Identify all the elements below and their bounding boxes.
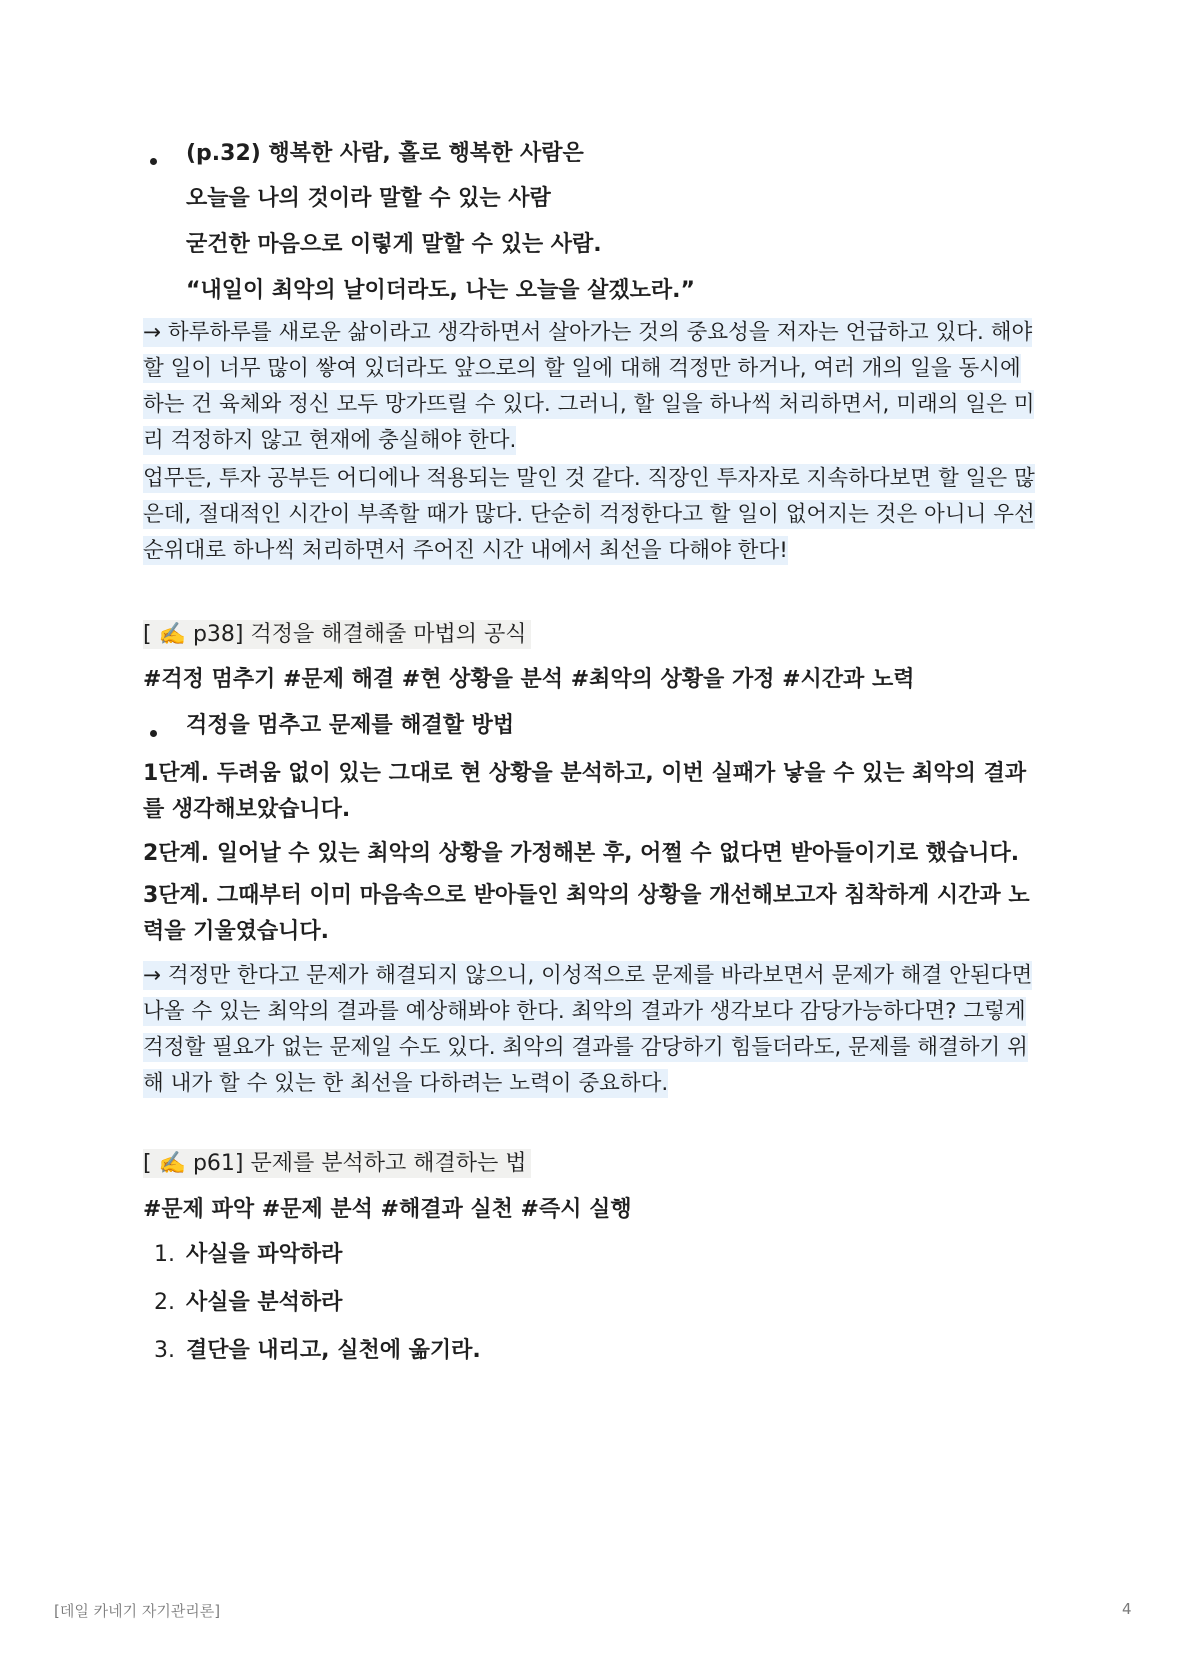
footer-document-title: [데일 카네기 자기관리론]: [54, 1602, 221, 1620]
highlighted-text: → 걱정만 한다고 문제가 해결되지 않으니, 이성적으로 문제를 바라보면서 문제가 해결 안된다면 나올 수 있는 최악의 결과를 예상해봐야 한다. 최악의 결과가 생각보다 감당가능하다면? 그렇게 걱정할 필요가 없는 문제일 수도 있다. 최악의 결과를 감당하기 힘들더라도, 문제를 해결하기 위해 내가 할 수 있는 한 최선을 다하려는 노력이 중요하다.: [143, 963, 1033, 1096]
step-3: 3단계. 그때부터 이미 마음속으로 받아들인 최악의 상황을 개선해보고자 침착하게 시간과 노력을 기울였습니다.: [143, 883, 1030, 944]
bullet-dot: [150, 730, 157, 737]
list-item: 사실을 분석하라: [186, 1290, 343, 1315]
section-heading-p38: [ ✍️ p38] 걱정을 해결해줄 마법의 공식: [143, 620, 531, 650]
quote-line-3: “내일이 최악의 날이더라도, 나는 오늘을 살겠노라.”: [186, 278, 695, 303]
quote-line-1: 오늘을 나의 것이라 말할 수 있는 사람: [186, 186, 551, 211]
step-1: 1단계. 두려움 없이 있는 그대로 현 상황을 분석하고, 이번 실패가 낳을 수 있는 최악의 결과를 생각해보았습니다.: [143, 761, 1027, 822]
quote-bullet: (p.32) 행복한 사람, 홀로 행복한 사람은: [186, 141, 584, 166]
list-item: 결단을 내리고, 실천에 옮기라.: [186, 1338, 481, 1363]
method-bullet: 걱정을 멈추고 문제를 해결할 방법: [186, 713, 515, 738]
hashtags: #걱정 멈추기 #문제 해결 #현 상황을 분석 #최악의 상황을 가정 #시간과 노력: [143, 667, 915, 692]
reflection-paragraph-3: [143, 958, 1043, 1102]
hashtags: #문제 파악 #문제 분석 #해결과 실천 #즉시 실행: [143, 1197, 632, 1222]
reflection-paragraph-1: [143, 315, 1043, 459]
quote-line-2: 굳건한 마음으로 이렇게 말할 수 있는 사람.: [186, 232, 602, 257]
reflection-paragraph-2: [143, 461, 1043, 569]
step-2: 2단계. 일어날 수 있는 최악의 상황을 가정해본 후, 어쩔 수 없다면 받아들이기로 했습니다.: [143, 841, 1020, 866]
list-number: 1.: [154, 1242, 175, 1267]
highlighted-text: 업무든, 투자 공부든 어디에나 적용되는 말인 것 같다. 직장인 투자자로 지속하다보면 할 일은 많은데, 절대적인 시간이 부족할 때가 많다. 단순히 걱정한다고 할 일이 없어지는 것은 아니니 우선순위대로 하나씩 처리하면서 주어진 시간 내에서 최선을 다해야 한다!: [143, 466, 1035, 563]
highlighted-text: → 하루하루를 새로운 삶이라고 생각하면서 살아가는 것의 중요성을 저자는 언급하고 있다. 해야 할 일이 너무 많이 쌓여 있더라도 앞으로의 할 일에 대해 걱정만 하거나, 여러 개의 일을 동시에 하는 건 육체와 정신 모두 망가뜨릴 수 있다. 그러니, 할 일을 하나씩 처리하면서, 미래의 일은 미리 걱정하지 않고 현재에 충실해야 한다.: [143, 320, 1035, 453]
section-heading-p61: [ ✍️ p61] 문제를 분석하고 해결하는 법: [143, 1149, 531, 1179]
list-item: 사실을 파악하라: [186, 1242, 343, 1267]
list-number: 3.: [154, 1338, 175, 1363]
bullet-dot: [150, 158, 157, 165]
page-number: 4: [1122, 1600, 1132, 1618]
list-number: 2.: [154, 1290, 175, 1315]
